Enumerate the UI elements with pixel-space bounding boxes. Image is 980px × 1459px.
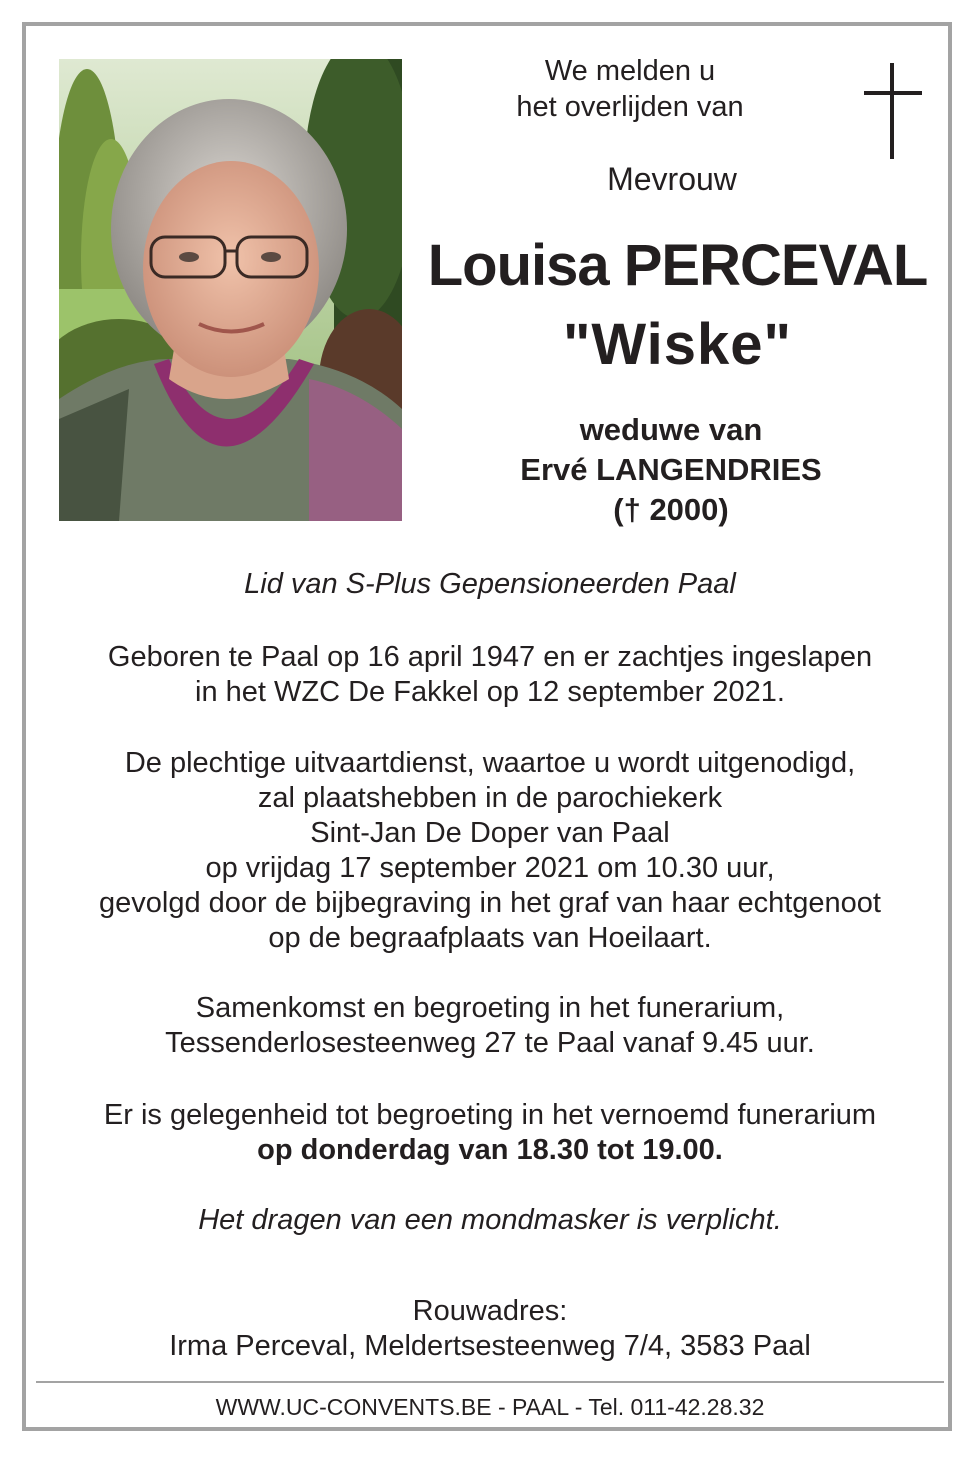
funeral-line-1: De plechtige uitvaartdienst, waartoe u wordt uitgenodigd, bbox=[124, 747, 856, 779]
deceased-nickname: "Wiske" bbox=[562, 312, 793, 377]
funeral-line-5: gevolgd door de bijbegraving in het graf van haar echtgenoot bbox=[99, 887, 881, 919]
membership-line: Lid van S-Plus Gepensioneerden Paal bbox=[244, 568, 736, 600]
gather-line-2: Tessenderlosesteenweg 27 te Paal vanaf 9.45 uur. bbox=[165, 1027, 815, 1059]
footer-divider bbox=[36, 1381, 944, 1383]
mourning-address bbox=[40, 1294, 940, 1364]
portrait-photo bbox=[59, 59, 402, 521]
visit-line-2: op donderdag van 18.30 tot 19.00. bbox=[257, 1134, 723, 1166]
spouse-name: Ervé LANGENDRIES bbox=[520, 452, 822, 487]
gather-line-1: Samenkomst en begroeting in het funerarium, bbox=[195, 992, 785, 1024]
birth-line-1: Geboren te Paal op 16 april 1947 en er zachtjes ingeslapen bbox=[107, 641, 873, 673]
widow-of-block bbox=[440, 410, 902, 530]
widow-label: weduwe van bbox=[579, 412, 763, 447]
deceased-name: Louisa PERCEVAL bbox=[427, 233, 928, 298]
visit-line-1: Er is gelegenheid tot begroeting in het vernoemd funerarium bbox=[103, 1099, 877, 1131]
birth-line-2: in het WZC De Fakkel op 12 september 2021. bbox=[195, 676, 785, 708]
funeral-line-3: Sint-Jan De Doper van Paal bbox=[310, 817, 670, 849]
address-value: Irma Perceval, Meldertsesteenweg 7/4, 3583 Paal bbox=[169, 1330, 811, 1362]
visitation-paragraph bbox=[40, 1098, 940, 1168]
spouse-death-year: († 2000) bbox=[613, 492, 729, 527]
mask-notice: Het dragen van een mondmasker is verplicht. bbox=[198, 1204, 782, 1236]
footer-contact: WWW.UC-CONVENTS.BE - PAAL - Tel. 011-42.28.32 bbox=[215, 1394, 765, 1420]
funeral-paragraph bbox=[40, 746, 940, 956]
intro-line-1: We melden u bbox=[544, 55, 716, 87]
funeral-line-2: zal plaatshebben in de parochiekerk bbox=[257, 782, 723, 814]
announcement-intro bbox=[440, 53, 820, 125]
address-label: Rouwadres: bbox=[412, 1295, 568, 1327]
title-prefix: Mevrouw bbox=[607, 161, 737, 197]
birth-death-paragraph bbox=[40, 640, 940, 710]
funeral-line-6: op de begraafplaats van Hoeilaart. bbox=[268, 922, 712, 954]
gathering-paragraph bbox=[40, 991, 940, 1061]
funeral-line-4: op vrijdag 17 september 2021 om 10.30 uur, bbox=[205, 852, 775, 884]
cross-icon bbox=[864, 63, 922, 159]
intro-line-2: het overlijden van bbox=[516, 91, 744, 123]
